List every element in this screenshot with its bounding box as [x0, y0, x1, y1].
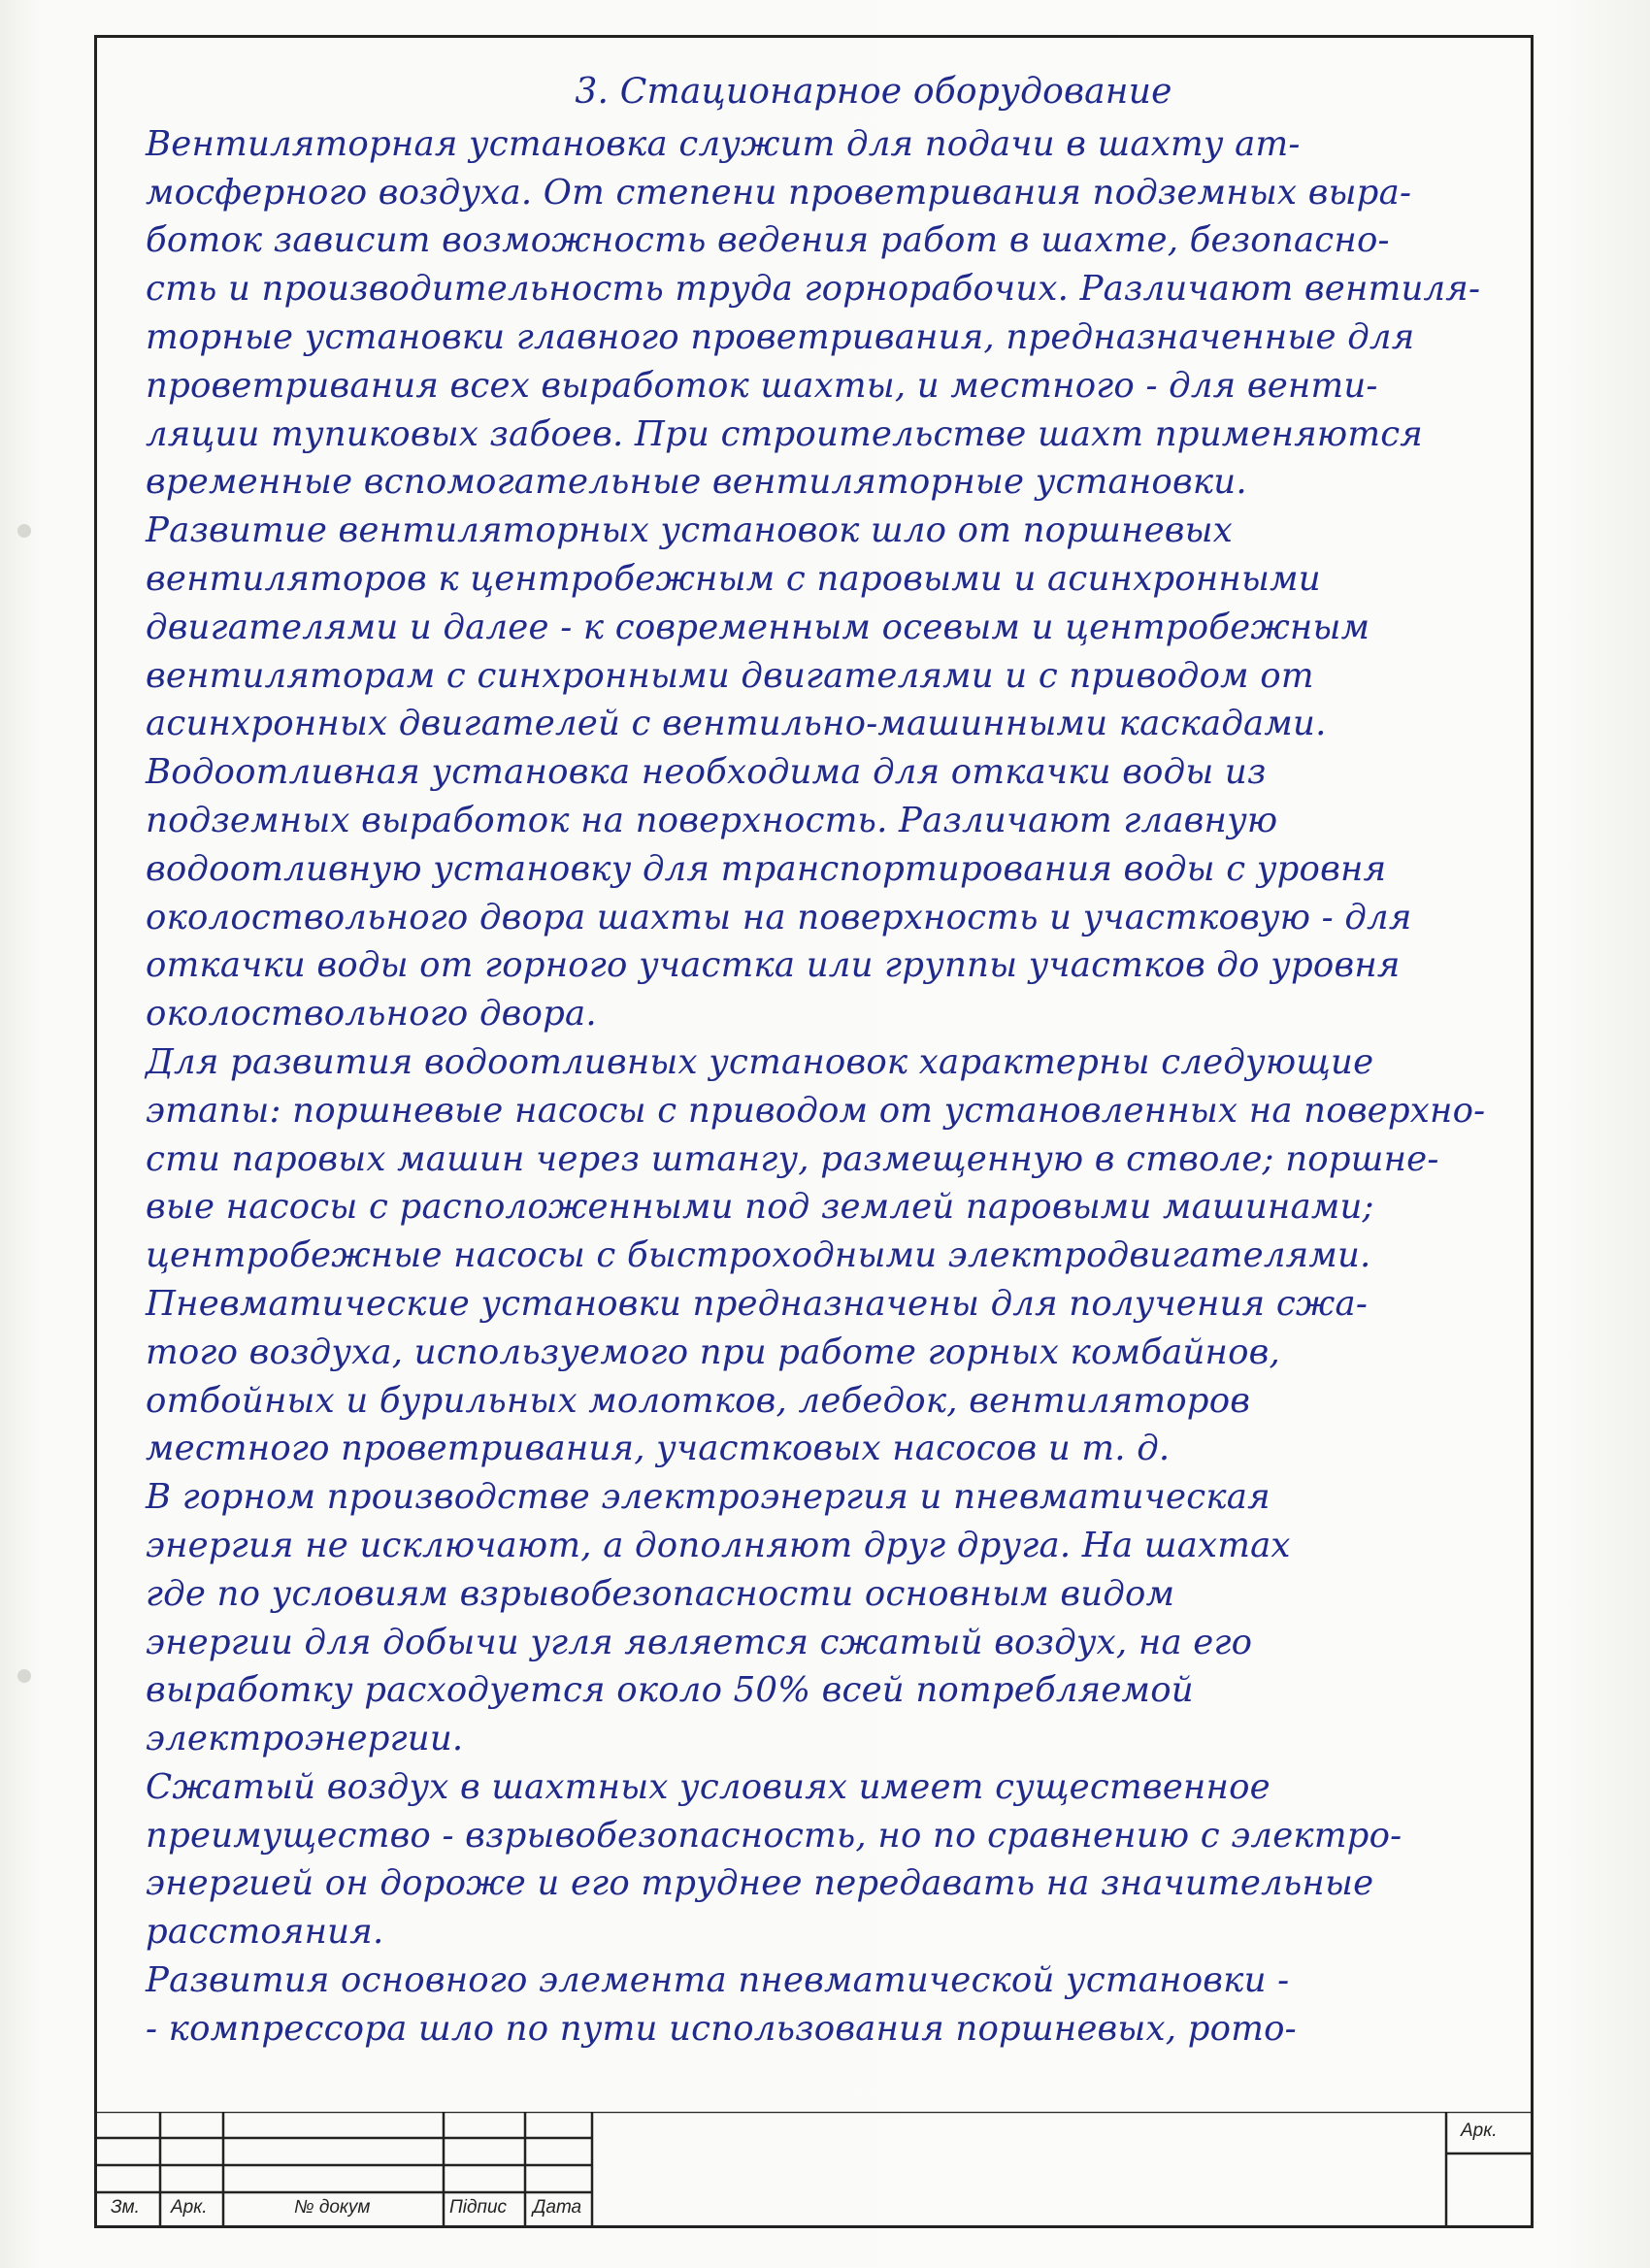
text-line: ляции тупиковых забоев. При строительстве шахт применяются — [146, 413, 1424, 454]
text-line: Развития основного элемента пневматической установки - — [146, 1960, 1290, 2001]
text-line: Пневматические установки предназначены для получения сжа- — [146, 1283, 1369, 1324]
text-line: энергия не исключают, а дополняют друг друга. На шахтах — [146, 1525, 1291, 1565]
text-line: мосферного воздуха. От степени проветривания подземных выра- — [146, 172, 1412, 213]
handwritten-text — [146, 68, 1543, 2054]
text-line: вентиляторам с синхронными двигателями и с приводом от — [146, 655, 1314, 696]
text-line: центробежные насосы с быстроходными электродвигателями. — [146, 1235, 1371, 1276]
text-line: местного проветривания, участковых насосов и т. д. — [146, 1429, 1171, 1469]
punch-hole-shadow — [17, 1669, 31, 1683]
text-line: преимущество - взрывобезопасность, но по сравнению с электро- — [146, 1815, 1402, 1856]
text-line: вентиляторов к центробежным с паровыми и асинхронными — [146, 558, 1321, 599]
section-heading: 3. Стационарное оборудование — [575, 72, 1172, 112]
text-line: Для развития водоотливных установок характерны следующие — [146, 1041, 1374, 1082]
text-line: откачки воды от горного участка или группы участков до уровня — [146, 945, 1401, 986]
col-label-date: Дата — [533, 2197, 582, 2218]
text-line: Водоотливная установка необходима для откачки воды из — [146, 752, 1267, 793]
text-line: где по условиям взрывобезопасности основным видом — [146, 1573, 1175, 1614]
text-line: временные вспомогательные вентиляторные установки. — [146, 462, 1247, 503]
col-label-signature: Підпис — [449, 2197, 508, 2218]
title-block — [97, 2112, 1531, 2225]
text-line: вые насосы с расположенными под землей паровыми машинами; — [146, 1187, 1374, 1228]
col-label-sheet: Арк. — [171, 2197, 208, 2218]
text-line: Развитие вентиляторных установок шло от поршневых — [146, 510, 1233, 551]
text-line: проветривания всех выработок шахты, и местного - для венти- — [146, 365, 1378, 406]
punch-hole-shadow — [17, 524, 31, 538]
text-line: боток зависит возможность ведения работ в шахте, безопасно- — [146, 220, 1390, 261]
text-line: Сжатый воздух в шахтных условиях имеет существенное — [146, 1766, 1270, 1807]
text-line: околоствольного двора. — [146, 994, 597, 1035]
sheet-label: Арк. — [1461, 2120, 1498, 2141]
text-line: водоотливную установку для транспортирования воды с уровня — [146, 848, 1387, 889]
text-line: электроэнергии. — [146, 1719, 464, 1759]
text-line: энергии для добычи угля является сжатый воздух, на его — [146, 1622, 1253, 1662]
text-line: отбойных и бурильных молотков, лебедок, вентиляторов — [146, 1380, 1251, 1421]
text-line: подземных выработок на поверхность. Различают главную — [146, 800, 1278, 840]
text-line: выработку расходуется около 50% всей потребляемой — [146, 1670, 1194, 1711]
text-line: асинхронных двигателей с вентильно-машинными каскадами. — [146, 704, 1327, 744]
text-line: расстояния. — [146, 1912, 384, 1953]
text-line: околоствольного двора шахты на поверхность и участковую - для — [146, 897, 1412, 937]
col-label-revision: Зм. — [111, 2197, 140, 2218]
text-line: этапы: поршневые насосы с приводом от установленных на поверхно- — [146, 1090, 1486, 1131]
text-line: двигателями и далее - к современным осевым и центробежным — [146, 607, 1370, 647]
text-line: Вентиляторная установка служит для подачи в шахту ат- — [146, 123, 1301, 164]
text-line: торные установки главного проветривания, предназначенные для — [146, 316, 1415, 357]
text-line: - компрессора шло по пути использования поршневых, рото- — [146, 2008, 1297, 2049]
text-line: сти паровых машин через штангу, размещенную в стволе; поршне- — [146, 1138, 1439, 1179]
text-line: энергией он дороже и его труднее передавать на значительные — [146, 1863, 1374, 1904]
text-line: В горном производстве электроэнергия и пневматическая — [146, 1477, 1270, 1518]
text-line: того воздуха, используемого при работе горных комбайнов, — [146, 1331, 1281, 1372]
text-lines — [146, 120, 1543, 2054]
text-line: сть и производительность труда горнорабочих. Различают вентиля- — [146, 269, 1481, 310]
col-label-doc-number: № докум — [294, 2197, 371, 2218]
